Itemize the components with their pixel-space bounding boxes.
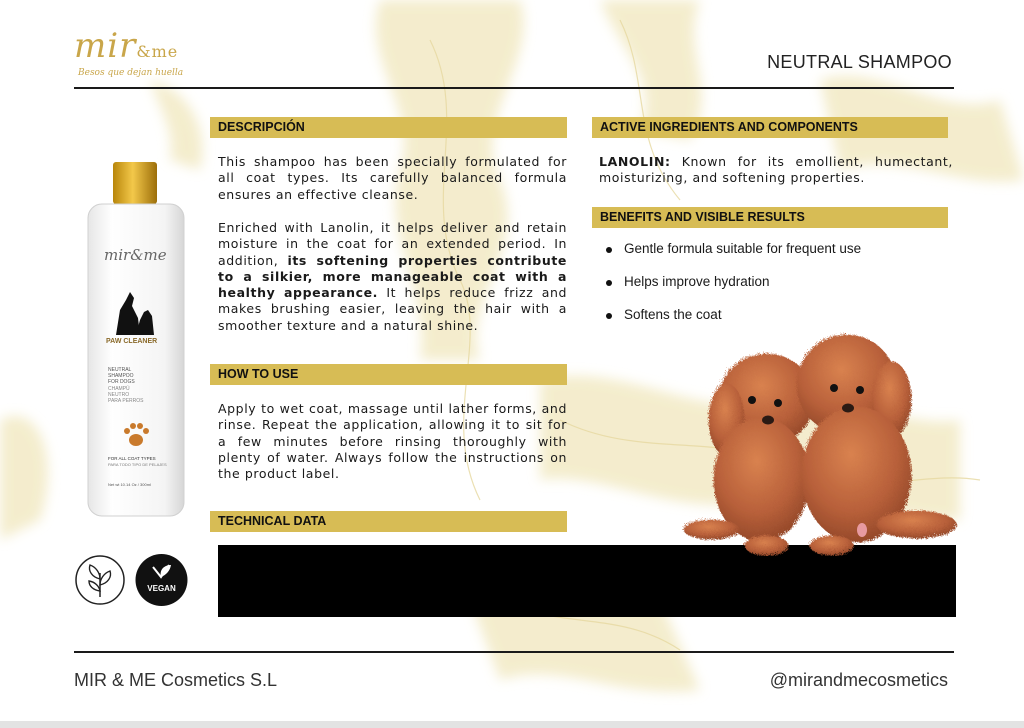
puppies-photo: [680, 308, 970, 556]
bullet-icon: [606, 313, 612, 319]
footer-divider: [74, 651, 954, 653]
company-name: MIR & ME Cosmetics S.L: [74, 670, 278, 690]
svg-text:PARA PERROS: PARA PERROS: [108, 398, 144, 404]
bullet-icon: [606, 247, 612, 253]
description-highlight: its softening properties contribute to a silkier, more manageable coat with a healthy appearance.: [218, 252, 567, 301]
technical-data-heading: TECHNICAL DATA: [210, 511, 567, 532]
brand-logo: [74, 26, 183, 78]
ingredient-name: LANOLIN:: [599, 154, 671, 169]
bottle-brand: mir&me: [104, 246, 167, 264]
svg-text:NEUTRAL: NEUTRAL: [108, 367, 132, 373]
document-title: NEUTRAL SHAMPOO: [767, 52, 952, 72]
product-bottle-image: [86, 160, 186, 522]
bullet-icon: [606, 280, 612, 286]
svg-text:NEUTRO: NEUTRO: [108, 392, 130, 398]
list-item: Gentle formula suitable for frequent use: [604, 241, 861, 274]
svg-text:FOR DOGS: FOR DOGS: [108, 379, 135, 385]
svg-text:Net wt 10.14 Oz / 300ml: Net wt 10.14 Oz / 300ml: [108, 482, 151, 487]
active-ingredients-heading: ACTIVE INGREDIENTS AND COMPONENTS: [592, 117, 948, 138]
description-paragraph-2: Enriched with Lanolin, it helps deliver and retain moisture in the coat for an extended period. In addition, its softening properties contribute to a silkier, more manageable coat with a healthy appearance. It helps reduce frizz and makes brushing easier, leaving the hair with a smoother texture and a natural shine.: [218, 220, 568, 333]
svg-text:FOR ALL COAT TYPES: FOR ALL COAT TYPES: [108, 456, 156, 461]
header-divider: [74, 87, 954, 89]
svg-text:CHAMPÚ: CHAMPÚ: [108, 386, 130, 392]
active-ingredients-text: LANOLIN: Known for its emollient, humectant, moisturizing, and softening properties.: [599, 154, 953, 186]
description-paragraph-1: This shampoo has been specially formulated for all coat types. Its carefully balanced formula ensures an effective cleanse.: [218, 154, 567, 202]
how-to-use-heading: HOW TO USE: [210, 364, 567, 385]
svg-text:PARA TODO TIPO DE PELAJES: PARA TODO TIPO DE PELAJES: [108, 462, 167, 467]
benefits-heading: BENEFITS AND VISIBLE RESULTS: [592, 207, 948, 228]
logo-wordmark: mir&me: [74, 26, 179, 66]
page-bottom-strip: [0, 721, 1024, 728]
how-to-use-text: Apply to wet coat, massage until lather forms, and rinse. Repeat the application, allowing it to sit for a few minutes before rinsing thoroughly with plenty of water. Always follow the instructions on the product label.: [218, 401, 567, 482]
svg-text:SHAMPOO: SHAMPOO: [108, 373, 134, 379]
list-item: Helps improve hydration: [604, 274, 861, 307]
vegan-badge-icon: [135, 553, 188, 607]
bottle-product-name: PAW CLEANER: [106, 338, 158, 345]
vegan-label: VEGAN: [147, 584, 176, 593]
description-heading: DESCRIPCIÓN: [210, 117, 567, 138]
eco-leaf-icon: [74, 553, 126, 607]
social-handle[interactable]: @mirandmecosmetics: [769, 670, 948, 690]
list-item: Softens the coat: [604, 307, 861, 340]
logo-tagline: Besos que dejan huella: [78, 68, 184, 78]
